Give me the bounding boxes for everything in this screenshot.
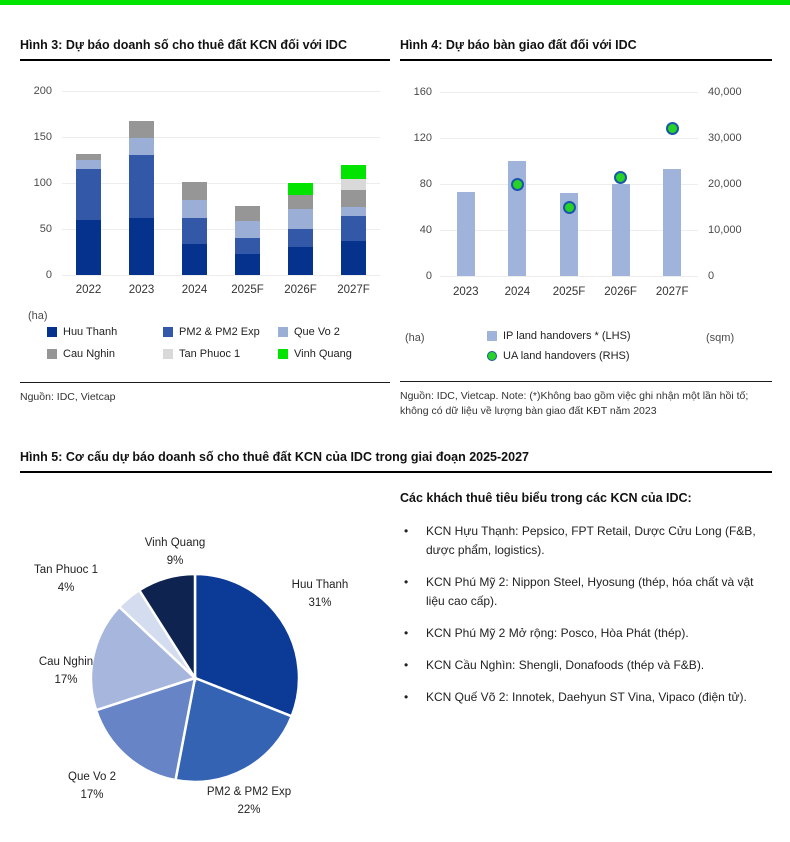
- bar-segment: [129, 155, 154, 218]
- tenants-heading: Các khách thuê tiêu biểu trong các KCN của IDC:: [400, 491, 692, 505]
- x-tick-label: 2027F: [655, 286, 689, 298]
- pie-label-name: Vinh Quang: [144, 537, 206, 549]
- fig4-title: Hình 4: Dự báo bàn giao đất đối với IDC: [400, 38, 772, 61]
- pie-label-pct: 9%: [166, 555, 184, 567]
- y-tick-label-right: 40,000: [708, 86, 742, 98]
- tenant-item: [400, 688, 772, 707]
- tenant-text: KCN Quế Võ 2: Innotek, Daehyun ST Vina, Vipaco (điện tử).: [426, 690, 747, 704]
- grid-line: [62, 137, 380, 138]
- fig4-divider: [400, 381, 772, 382]
- fig5-pie-area: [20, 490, 410, 842]
- tenant-item: [400, 522, 772, 560]
- bar-segment: [288, 195, 313, 209]
- x-tick-label: 2026F: [604, 286, 637, 298]
- pie-label-pct: 22%: [237, 804, 261, 816]
- x-tick-label: 2023: [128, 284, 155, 296]
- bar-segment: [129, 218, 154, 275]
- y-tick-label-right: 10,000: [708, 224, 742, 236]
- x-tick-label: 2023: [453, 286, 479, 298]
- y-tick-label: 160: [413, 86, 432, 98]
- bar: [457, 192, 475, 276]
- bullet-dot: •: [404, 658, 409, 672]
- legend-item: [47, 348, 163, 360]
- tenant-item: [400, 573, 772, 611]
- legend-swatch: [47, 327, 57, 337]
- y-tick-label: 200: [33, 85, 52, 97]
- pie-label-que-vo-2: [46, 768, 138, 804]
- fig3-divider: [20, 382, 390, 383]
- bar-segment: [129, 121, 154, 138]
- tenant-text: KCN Phú Mỹ 2 Mở rộng: Posco, Hòa Phát (thép).: [426, 626, 689, 640]
- x-tick-label: 2025F: [552, 286, 586, 298]
- pie-label-pct: 4%: [57, 582, 75, 594]
- grid-line: [62, 91, 380, 92]
- y-tick-label: 120: [413, 132, 432, 144]
- data-dot: [666, 122, 679, 135]
- bar-segment: [76, 154, 101, 160]
- legend-item: [163, 348, 278, 360]
- pie-label-name: Cau Nghin: [38, 656, 94, 668]
- tenant-text: KCN Hựu Thạnh: Pepsico, FPT Retail, Dược Cửu Long (F&B, dược phẩm, logistics).: [426, 524, 756, 557]
- bar-segment: [76, 169, 101, 220]
- bar-segment: [341, 241, 366, 275]
- fig4-unit-right-label: (sqm): [706, 332, 735, 344]
- grid-line: [62, 275, 380, 276]
- bar-segment: [76, 220, 101, 275]
- bar-segment: [235, 221, 260, 238]
- grid-line: [440, 92, 698, 93]
- y-tick-label: 0: [45, 269, 52, 281]
- tenant-item: [400, 624, 772, 643]
- pie-label-tan-phuoc-1: [20, 561, 112, 597]
- x-tick-label: 2027F: [337, 284, 370, 296]
- fig5-panel: [20, 450, 772, 816]
- bar-segment: [288, 229, 313, 247]
- fig4-panel: [400, 38, 772, 417]
- fig4-legend: [487, 330, 631, 362]
- grid-line: [440, 184, 698, 185]
- tenant-item: [400, 656, 772, 675]
- bar-segment: [235, 238, 260, 254]
- x-tick-label: 2026F: [284, 284, 317, 296]
- fig3-chart: [20, 74, 390, 324]
- bar-segment: [76, 160, 101, 169]
- legend-label: Que Vo 2: [294, 326, 340, 338]
- fig3-unit-label: (ha): [28, 310, 48, 322]
- bullet-dot: •: [404, 575, 409, 589]
- bar-segment: [182, 200, 207, 217]
- bar-segment: [129, 138, 154, 155]
- bullet-dot: •: [404, 626, 409, 640]
- x-tick-label: 2025F: [231, 284, 264, 296]
- fig3-source: Nguồn: IDC, Vietcap: [20, 391, 116, 403]
- bar-segment: [341, 216, 366, 241]
- legend-item: [278, 326, 390, 338]
- pie-label-name: Que Vo 2: [68, 771, 116, 783]
- tenant-text: KCN Cầu Nghìn: Shengli, Donafoods (thép và F&B).: [426, 658, 705, 672]
- legend-item: [278, 348, 390, 360]
- x-tick-label: 2024: [181, 284, 208, 296]
- pie-label-name: Huu Thanh: [291, 579, 349, 591]
- bar-segment: [341, 165, 366, 180]
- pie-label-pct: 31%: [308, 597, 332, 609]
- fig4-legend-dot-swatch: [487, 351, 497, 361]
- y-tick-label: 100: [33, 177, 52, 189]
- top-accent-bar: [0, 0, 790, 5]
- bar-segment: [288, 209, 313, 229]
- y-tick-label-right: 30,000: [708, 132, 742, 144]
- y-tick-label: 0: [425, 270, 432, 282]
- bar-segment: [341, 207, 366, 216]
- bar-segment: [288, 183, 313, 195]
- legend-label: Huu Thanh: [63, 326, 118, 338]
- legend-label: PM2 & PM2 Exp: [179, 326, 260, 338]
- y-tick-label: 80: [419, 178, 432, 190]
- grid-line: [62, 183, 380, 184]
- bar: [612, 184, 630, 276]
- data-dot: [511, 178, 524, 191]
- fig5-title: Hình 5: Cơ cấu dự báo doanh số cho thuê đất KCN của IDC trong giai đoạn 2025-2027: [20, 450, 772, 473]
- legend-item: [487, 350, 631, 362]
- y-tick-label: 40: [419, 224, 432, 236]
- fig4-chart: [400, 74, 772, 324]
- bar-segment: [288, 247, 313, 275]
- grid-line: [440, 276, 698, 277]
- pie-label-name: Tan Phuoc 1: [34, 564, 98, 576]
- legend-swatch: [163, 349, 173, 359]
- pie-label-name: PM2 & PM2 Exp: [206, 786, 292, 798]
- pie-label-pm2: [169, 783, 329, 819]
- data-dot: [614, 171, 627, 184]
- pie-label-vinh-quang: [115, 534, 235, 570]
- y-tick-label: 50: [39, 223, 52, 235]
- pie-label-pct: 17%: [54, 674, 78, 686]
- bar-segment: [235, 206, 260, 221]
- fig4-unit-left-label: (ha): [405, 332, 425, 344]
- x-tick-label: 2022: [75, 284, 102, 296]
- legend-label: UA land handovers (RHS): [503, 350, 630, 362]
- bar-segment: [182, 244, 207, 275]
- legend-label: IP land handovers * (LHS): [503, 330, 631, 342]
- bar-segment: [235, 254, 260, 275]
- fig4-source-note: Nguồn: IDC, Vietcap. Note: (*)Không bao gồm việc ghi nhận một lần hồi tố; không có dữ liệu về lượng bàn giao đất KĐT năm 2023: [400, 390, 749, 417]
- bar-segment: [341, 190, 366, 207]
- legend-item: [163, 326, 278, 338]
- y-tick-label-right: 20,000: [708, 178, 742, 190]
- bar: [663, 169, 681, 276]
- bullet-dot: •: [404, 524, 409, 538]
- legend-label: Cau Nghin: [63, 348, 115, 360]
- legend-swatch: [278, 349, 288, 359]
- legend-item: [487, 330, 631, 342]
- y-tick-label-right: 0: [708, 270, 715, 282]
- data-dot: [563, 201, 576, 214]
- bullet-dot: •: [404, 690, 409, 704]
- legend-label: Tan Phuoc 1: [179, 348, 241, 360]
- tenants-block: [400, 490, 772, 720]
- bar-segment: [182, 182, 207, 200]
- fig3-title: Hình 3: Dự báo doanh số cho thuê đất KCN đối với IDC: [20, 38, 390, 61]
- grid-line: [62, 229, 380, 230]
- fig3-legend: [47, 326, 390, 360]
- pie-label-huu-thanh: [265, 576, 375, 612]
- x-tick-label: 2024: [504, 286, 531, 298]
- tenant-list: [400, 522, 772, 707]
- pie-label-cau-nghin: [20, 653, 112, 689]
- fig3-panel: [20, 38, 390, 403]
- bar-segment: [182, 218, 207, 244]
- pie-label-pct: 17%: [80, 789, 104, 801]
- legend-swatch: [278, 327, 288, 337]
- legend-swatch: [47, 349, 57, 359]
- legend-label: Vinh Quang: [294, 348, 352, 360]
- legend-swatch: [163, 327, 173, 337]
- legend-item: [47, 326, 163, 338]
- bar-segment: [341, 179, 366, 190]
- y-tick-label: 150: [33, 131, 52, 143]
- grid-line: [440, 138, 698, 139]
- tenant-text: KCN Phú Mỹ 2: Nippon Steel, Hyosung (thép, hóa chất và vật liệu cao cấp).: [426, 575, 754, 608]
- fig4-legend-bar-swatch: [487, 331, 497, 341]
